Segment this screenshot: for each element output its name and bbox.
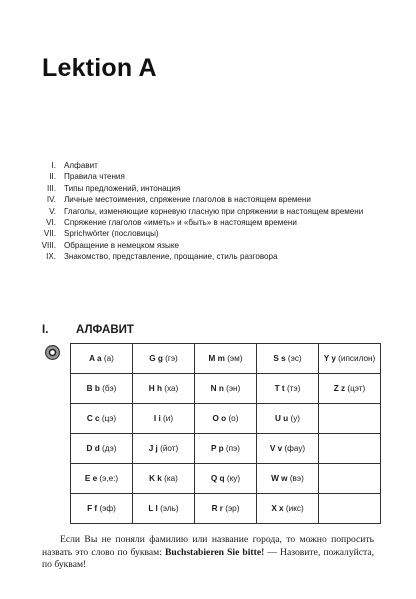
letter-pronunciation: (а)	[103, 354, 114, 363]
toc-number: IV.	[46, 195, 56, 205]
alphabet-cell	[195, 374, 257, 404]
toc-number: III.	[47, 183, 56, 193]
toc-text: Обращение в немецком языке	[64, 240, 179, 250]
alphabet-row	[71, 404, 381, 434]
letter-pronunciation: (о)	[228, 414, 239, 423]
toc-text: Спряжение глаголов «иметь» и «быть» в настоящем времени	[64, 218, 297, 228]
alphabet-cell	[319, 344, 381, 374]
toc-text: Личные местоимения, спряжение глаголов в настоящем времени	[64, 195, 311, 205]
lesson-title: Lektion A	[42, 54, 157, 82]
letter-pronunciation: (фау)	[284, 444, 306, 453]
alphabet-row	[71, 374, 381, 404]
letter-pronunciation: (эф)	[99, 504, 116, 513]
toc-text: Знакомство, представление, прощание, стиль разговора	[64, 252, 278, 262]
paragraph-translation: — Назовите, пожалуйста, по буквам!	[42, 546, 374, 570]
toc-number: V.	[49, 206, 56, 216]
toc-item	[38, 160, 398, 171]
toc-number: VI.	[46, 218, 56, 228]
alphabet-cell	[319, 374, 381, 404]
toc-text: Алфавит	[64, 161, 98, 170]
toc-number: I.	[51, 161, 56, 170]
paragraph-bold-phrase: Buchstabieren Sie bitte!	[165, 546, 265, 558]
alphabet-table	[70, 343, 381, 524]
cd-icon[interactable]	[45, 345, 60, 360]
alphabet-cell	[257, 464, 319, 494]
toc-text: Правила чтения	[64, 172, 125, 182]
letter: Q q	[210, 474, 225, 483]
alphabet-cell	[319, 464, 381, 494]
alphabet-cell	[257, 494, 319, 524]
letter-pronunciation: (эн)	[226, 384, 241, 393]
section-title: АЛФАВИТ	[76, 324, 134, 336]
alphabet-cell	[195, 434, 257, 464]
letter-pronunciation: (гэ)	[165, 354, 178, 363]
letter: H h	[148, 384, 162, 393]
letter: O o	[212, 414, 227, 423]
alphabet-cell	[195, 404, 257, 434]
alphabet-cell	[133, 344, 195, 374]
letter-pronunciation: (дэ)	[101, 444, 117, 453]
alphabet-cell	[257, 434, 319, 464]
letter-pronunciation: (ипсилон)	[338, 354, 376, 363]
alphabet-row	[71, 494, 381, 524]
letter: P p	[211, 444, 224, 453]
letter-pronunciation: (эс)	[287, 354, 302, 363]
letter-pronunciation: (эль)	[160, 504, 179, 513]
letter: U u	[274, 414, 289, 423]
toc-text: Sprichwörter (пословицы)	[64, 229, 159, 239]
alphabet-cell	[319, 494, 381, 524]
letter: K k	[149, 474, 162, 483]
alphabet-cell	[133, 374, 195, 404]
alphabet-cell	[71, 494, 133, 524]
alphabet-cell	[257, 374, 319, 404]
toc-item	[38, 228, 398, 239]
toc-item	[38, 194, 398, 205]
alphabet-cell	[133, 464, 195, 494]
letter: D d	[86, 444, 100, 453]
letter-pronunciation: (бэ)	[102, 384, 117, 393]
letter: X x	[271, 504, 284, 513]
letter: J j	[148, 444, 158, 453]
alphabet-cell	[71, 344, 133, 374]
spelling-paragraph	[42, 534, 374, 572]
alphabet-cell	[195, 464, 257, 494]
toc-text: Глаголы, изменяющие корневую гласную при спряжении в настоящем времени	[64, 206, 364, 216]
toc-number: VIII.	[41, 240, 56, 250]
toc-item	[38, 217, 398, 228]
alphabet-cell	[319, 404, 381, 434]
alphabet-row	[71, 464, 381, 494]
letter: A a	[89, 354, 102, 363]
letter-pronunciation: (вэ)	[289, 474, 304, 483]
letter: G g	[149, 354, 163, 363]
letter: E e	[84, 474, 98, 483]
letter: C c	[86, 414, 100, 423]
alphabet-row	[71, 344, 381, 374]
paragraph-text: Если Вы не поняли фамилию или название города, то можно попросить назвать это слово по буквам:	[42, 534, 374, 558]
letter: F f	[87, 504, 98, 513]
alphabet-cell	[319, 434, 381, 464]
letter: N n	[210, 384, 224, 393]
letter-pronunciation: (цэ)	[101, 414, 117, 423]
letter-pronunciation: (ха)	[164, 384, 179, 393]
alphabet-row	[71, 434, 381, 464]
alphabet-cell	[133, 404, 195, 434]
letter: B b	[86, 384, 100, 393]
toc-number: IX.	[46, 252, 56, 262]
alphabet-cell	[257, 404, 319, 434]
letter-pronunciation: (йот)	[160, 444, 179, 453]
letter: L l	[148, 504, 158, 513]
letter: Z z	[333, 384, 346, 393]
toc-item	[38, 206, 398, 217]
letter-pronunciation: (эр)	[225, 504, 240, 513]
toc-item	[38, 183, 398, 194]
letter: T t	[274, 384, 285, 393]
alphabet-cell	[195, 494, 257, 524]
letter: M m	[208, 354, 225, 363]
letter-pronunciation: (пэ)	[225, 444, 240, 453]
table-of-contents	[38, 160, 398, 263]
toc-item	[38, 171, 398, 182]
letter-pronunciation: (ку)	[226, 474, 241, 483]
letter-pronunciation: (тэ)	[286, 384, 301, 393]
letter-pronunciation: (ка)	[164, 474, 178, 483]
letter-pronunciation: (у)	[290, 414, 301, 423]
alphabet-cell	[195, 344, 257, 374]
letter: Y y	[323, 354, 336, 363]
section-number: I.	[42, 324, 49, 336]
letter-pronunciation: (и)	[163, 414, 174, 423]
letter: W w	[271, 474, 288, 483]
alphabet-cell	[133, 494, 195, 524]
alphabet-cell	[71, 434, 133, 464]
alphabet-cell	[71, 464, 133, 494]
letter: R r	[211, 504, 223, 513]
letter: V v	[269, 444, 283, 453]
alphabet-cell	[257, 344, 319, 374]
alphabet-cell	[133, 434, 195, 464]
letter: I i	[153, 414, 161, 423]
letter-pronunciation: (цэт)	[347, 384, 366, 393]
letter: S s	[273, 354, 286, 363]
toc-text: Типы предложений, интонация	[64, 183, 181, 193]
letter-pronunciation: (э,е:)	[99, 474, 119, 483]
section-heading	[42, 323, 134, 337]
letter-pronunciation: (икс)	[285, 504, 304, 513]
toc-item	[38, 251, 398, 262]
toc-number: VII.	[43, 229, 56, 239]
alphabet-cell	[71, 404, 133, 434]
alphabet-cell	[71, 374, 133, 404]
toc-number: II.	[49, 172, 56, 182]
toc-item	[38, 240, 398, 251]
letter-pronunciation: (эм)	[227, 354, 243, 363]
